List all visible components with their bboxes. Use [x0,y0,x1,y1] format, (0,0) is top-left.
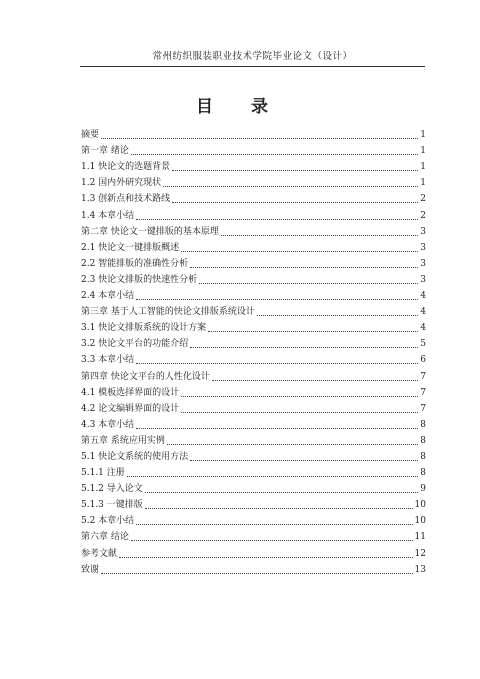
toc-entry-label: 第三章 基于人工智能的快论文排版系统设计 [81,307,255,318]
toc-entry-page-number: 7 [420,403,426,414]
toc-entry-page-number: 4 [420,323,426,334]
toc-entry [81,302,426,318]
toc-dot-leader [131,154,418,155]
toc-dot-leader [172,170,418,171]
toc-dot-leader [136,428,418,429]
toc-entry-page-number: 1 [420,162,426,173]
toc-entry-label: 5.1.3 一键排版 [81,500,143,511]
toc-entry-label: 2.2 智能排版的准确性分析 [81,258,189,269]
toc-entry-label: 4.3 本章小结 [81,419,135,430]
toc-entry-label: 1.1 快论文的选题背景 [81,162,171,173]
toc-dot-leader [208,331,418,332]
toc-entry-label: 3.1 快论文排版系统的设计方案 [81,323,207,334]
toc-entry-label: 2.3 快论文排版的快速性分析 [81,274,198,285]
toc-entry [81,350,426,366]
toc-dot-leader [136,524,412,525]
toc-entry-page-number: 12 [414,548,426,559]
toc-entry [81,141,426,157]
toc-entry-label: 4.1 模板选择界面的设计 [81,387,180,398]
toc-dot-leader [145,508,413,509]
toc-entry-page-number: 8 [420,419,426,430]
toc-entry-label: 3.2 快论文平台的功能介绍 [81,339,189,350]
toc-entry-page-number: 5 [420,339,426,350]
toc-entry [81,189,426,205]
toc-entry [81,318,426,334]
toc-entry-page-number: 3 [420,258,426,269]
toc-dot-leader [181,251,418,252]
toc-dot-leader [190,347,418,348]
toc-dot-leader [221,235,418,236]
toc-entry-page-number: 7 [420,371,426,382]
toc-entry-label: 5.1.2 导入论文 [81,484,143,495]
toc-entry-page-number: 11 [414,532,426,543]
toc-entry-label: 5.1.1 注册 [81,468,125,479]
toc-entry-label: 参考文献 [81,548,118,559]
toc-dot-leader [181,396,418,397]
toc-dot-leader [181,412,418,413]
toc-entry-label: 第一章 绪论 [81,146,129,157]
toc-entry-label: 5.2 本章小结 [81,516,135,527]
toc-dot-leader [163,186,418,187]
toc-entry-label: 1.3 创新点和技术路线 [81,194,171,205]
toc-entry-label: 2.4 本章小结 [81,291,135,302]
toc-entry-page-number: 7 [420,387,426,398]
toc-entry [81,173,426,189]
toc-entry [81,463,426,479]
toc-entry-label: 1.4 本章小结 [81,210,135,221]
toc-dot-leader [119,557,413,558]
toc-entry-label: 5.1 快论文系统的使用方法 [81,451,189,462]
toc-dot-leader [172,202,418,203]
toc-entry-page-number: 8 [420,435,426,446]
toc-entry-page-number: 10 [414,500,426,511]
table-of-contents [81,125,426,576]
toc-entry-page-number: 2 [420,210,426,221]
toc-entry [81,543,426,559]
toc-entry-label: 第五章 系统应用实例 [81,435,165,446]
toc-entry-page-number: 4 [420,291,426,302]
toc-dot-leader [167,444,418,445]
toc-entry-label: 4.2 论文编辑界面的设计 [81,403,180,414]
toc-entry [81,222,426,238]
toc-entry-page-number: 3 [420,242,426,253]
toc-entry [81,560,426,576]
toc-entry-label: 第六章 结论 [81,532,129,543]
toc-entry [81,399,426,415]
toc-entry [81,383,426,399]
toc-entry-page-number: 8 [420,468,426,479]
toc-entry [81,205,426,221]
toc-entry-label: 第二章 快论文一键排版的基本原理 [81,226,219,237]
toc-dot-leader [127,476,418,477]
toc-entry-label: 3.3 本章小结 [81,355,135,366]
toc-dot-leader [136,219,418,220]
toc-entry-label: 2.1 快论文一键排版概述 [81,242,180,253]
toc-dot-leader [101,138,418,139]
toc-entry-label: 致谢 [81,564,100,575]
page-title: 目 录 [196,97,284,117]
toc-entry [81,479,426,495]
document-header: 常州纺织服装职业技术学院毕业论文（设计） [80,48,425,67]
toc-entry [81,431,426,447]
toc-dot-leader [190,267,418,268]
toc-dot-leader [257,315,418,316]
toc-entry [81,125,426,141]
toc-entry-page-number: 1 [420,178,426,189]
toc-dot-leader [101,573,413,574]
toc-entry-page-number: 6 [420,355,426,366]
toc-entry [81,254,426,270]
toc-dot-leader [199,283,418,284]
toc-entry [81,495,426,511]
toc-entry-page-number: 4 [420,307,426,318]
toc-entry [81,447,426,463]
toc-entry [81,334,426,350]
toc-entry [81,238,426,254]
toc-dot-leader [136,363,418,364]
toc-entry [81,157,426,173]
toc-dot-leader [136,299,418,300]
toc-entry [81,415,426,431]
toc-dot-leader [212,380,418,381]
toc-entry [81,286,426,302]
toc-entry-page-number: 3 [420,274,426,285]
toc-entry-page-number: 9 [420,484,426,495]
toc-entry [81,366,426,382]
toc-entry-label: 1.2 国内外研究现状 [81,178,162,189]
toc-dot-leader [190,460,418,461]
toc-entry-page-number: 1 [420,130,426,141]
toc-entry [81,270,426,286]
toc-entry-page-number: 10 [414,516,426,527]
toc-entry-page-number: 3 [420,226,426,237]
toc-entry [81,511,426,527]
toc-entry-label: 第四章 快论文平台的人性化设计 [81,371,210,382]
toc-entry-page-number: 13 [414,564,426,575]
toc-entry-page-number: 2 [420,194,426,205]
toc-dot-leader [145,492,418,493]
toc-entry-page-number: 8 [420,451,426,462]
toc-entry [81,527,426,543]
toc-entry-label: 摘要 [81,130,100,141]
toc-entry-page-number: 1 [420,146,426,157]
toc-dot-leader [131,540,413,541]
